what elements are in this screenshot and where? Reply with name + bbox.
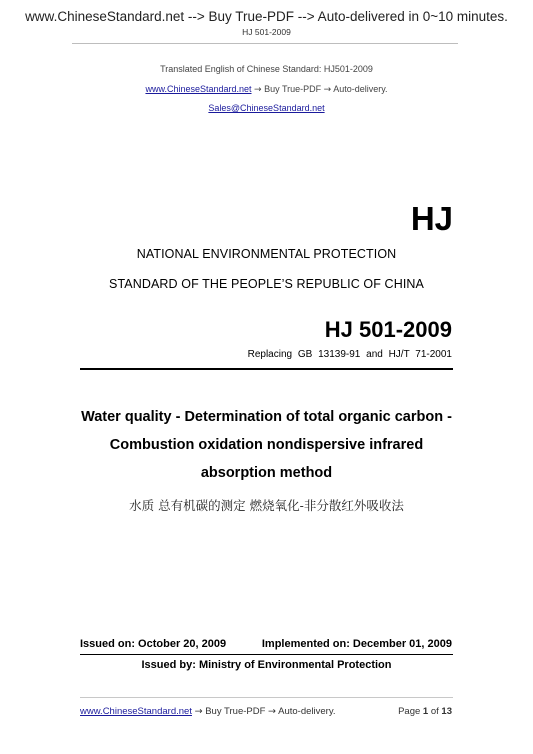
email-line (0, 103, 533, 113)
footer-delivery-text: Auto-delivery. (278, 706, 336, 717)
standard-number: HJ 501-2009 (324, 317, 452, 342)
arrow-right-icon: → (194, 706, 203, 717)
arrow-right-icon: → (268, 706, 277, 717)
document-title-line-2: Combustion oxidation nondispersive infrared (109, 437, 424, 453)
auto-delivery-text: Auto-delivery. (333, 84, 388, 94)
replacing-note: Replacing GB 13139-91 and HJ/T 71-2001 (247, 349, 452, 360)
page-total: 13 (441, 706, 452, 717)
arrow-right-icon: → (254, 85, 262, 95)
footer-divider (80, 697, 453, 698)
implemented-on-date: Implemented on: December 01, 2009 (261, 638, 452, 650)
issued-by: Issued by: Ministry of Environmental Protection (141, 659, 392, 671)
title-divider (80, 368, 453, 370)
header-divider (72, 43, 458, 44)
arrow-right-icon: → (323, 85, 332, 95)
issue-divider (80, 654, 453, 655)
buy-true-pdf-text: Buy True-PDF (264, 84, 322, 94)
issuing-body-line-1: NATIONAL ENVIRONMENTAL PROTECTION (136, 247, 397, 261)
chinesestandard-link[interactable]: www.ChineseStandard.net (145, 84, 252, 94)
translation-note: Translated English of Chinese Standard: HJ501-2009 (160, 64, 373, 74)
footer-chinesestandard-link[interactable]: www.ChineseStandard.net (80, 706, 192, 717)
issued-on-date: Issued on: October 20, 2009 (80, 638, 227, 650)
sales-email-link[interactable]: Sales@ChineseStandard.net (208, 103, 325, 113)
page-of-label: of (430, 706, 439, 717)
standard-mark: HJ (410, 200, 453, 237)
top-banner: www.ChineseStandard.net --> Buy True-PDF --> Auto-delivered in 0~10 minutes. (25, 9, 508, 24)
footer-links (80, 706, 336, 717)
page-indicator (398, 706, 452, 717)
translation-link-line (0, 84, 533, 95)
document-title-line-3: absorption method (200, 465, 333, 481)
page-label: Page (398, 706, 421, 717)
top-standard-code: HJ 501-2009 (242, 27, 291, 37)
chinese-title: 水质 总有机碳的测定 燃烧氧化-非分散红外吸收法 (129, 498, 404, 513)
footer-buy-text: Buy True-PDF (205, 706, 266, 717)
page-current: 1 (422, 706, 429, 717)
issuing-body-line-2: STANDARD OF THE PEOPLE’S REPUBLIC OF CHINA (109, 277, 424, 291)
document-title-line-1: Water quality - Determination of total organic carbon - (81, 409, 452, 425)
